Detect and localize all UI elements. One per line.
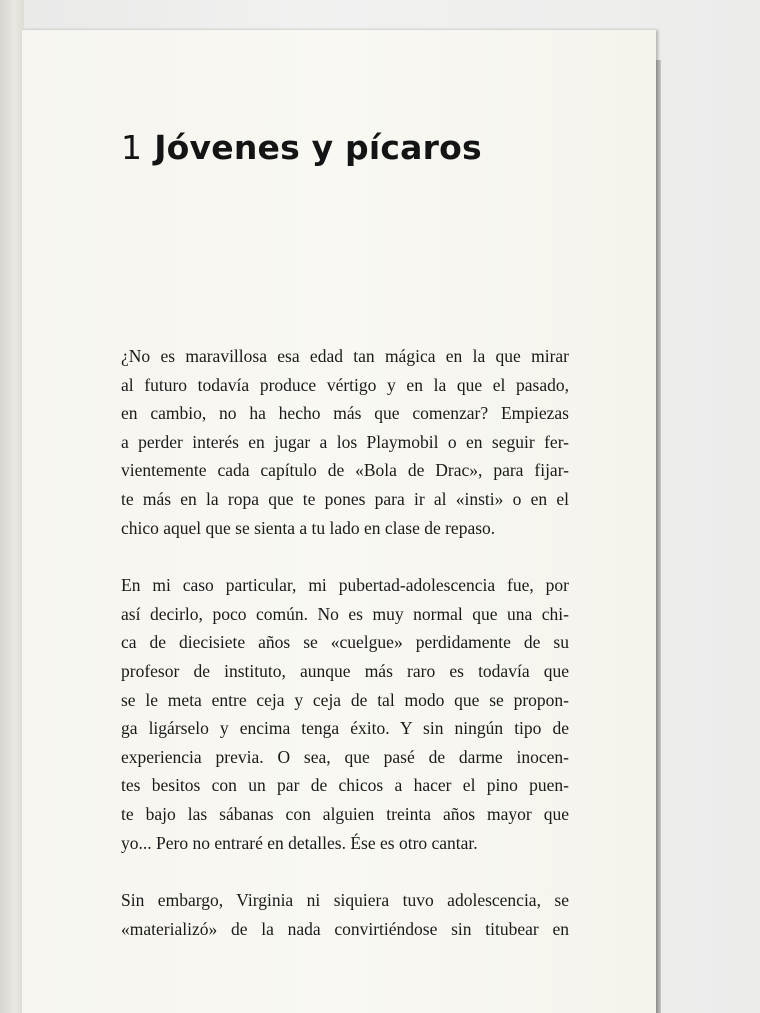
- text-line: te más en la ropa que te pones para ir al «insti» o en el: [121, 488, 569, 509]
- text-line: a perder interés en jugar a los Playmobil o en seguir fer-: [121, 431, 569, 452]
- text-line: al futuro todavía produce vértigo y en la que el pasado,: [121, 374, 569, 395]
- text-line: Sin embargo, Virginia ni siquiera tuvo adolescencia, se: [121, 890, 569, 911]
- chapter-number: 1: [121, 128, 143, 167]
- paragraph-3: [121, 886, 569, 943]
- page-right-edge: [656, 60, 661, 1013]
- paragraph-1: [121, 342, 569, 542]
- text-line: experiencia previa. O sea, que pasé de darme inocen-: [121, 746, 569, 767]
- text-line: vientemente cada capítulo de «Bola de Drac», para fijar-: [121, 460, 569, 481]
- text-line: En mi caso particular, mi pubertad-adolescencia fue, por: [121, 575, 569, 596]
- paragraph-gap: [121, 857, 569, 886]
- text-line: yo... Pero no entraré en detalles. Ése es otro cantar.: [121, 832, 478, 853]
- chapter-heading: [121, 128, 482, 167]
- text-line: te bajo las sábanas con alguien treinta años mayor que: [121, 803, 569, 824]
- text-line: ca de diecisiete años se «cuelgue» perdidamente de su: [121, 632, 569, 653]
- text-line: en cambio, no ha hecho más que comenzar? Empiezas: [121, 403, 569, 424]
- text-line: se le meta entre ceja y ceja de tal modo que se propon-: [121, 689, 569, 710]
- text-line: ¿No es maravillosa esa edad tan mágica en la que mirar: [121, 346, 569, 366]
- text-line: tes besitos con un par de chicos a hacer el pino puen-: [121, 775, 569, 796]
- paragraph-gap: [121, 542, 569, 571]
- text-line: «materializó» de la nada convirtiéndose sin titubear en: [121, 918, 569, 939]
- text-line: profesor de instituto, aunque más raro es todavía que: [121, 660, 569, 681]
- previous-page-edge: [0, 0, 24, 1013]
- text-line: chico aquel que se sienta a tu lado en clase de repaso.: [121, 517, 496, 538]
- text-line: así decirlo, poco común. No es muy normal que una chi-: [121, 603, 569, 624]
- body-text: [121, 342, 569, 943]
- paragraph-2: [121, 571, 569, 857]
- chapter-title: Jóvenes y pícaros: [154, 128, 482, 167]
- text-line: ga ligárselo y encima tenga éxito. Y sin ningún tipo de: [121, 718, 569, 739]
